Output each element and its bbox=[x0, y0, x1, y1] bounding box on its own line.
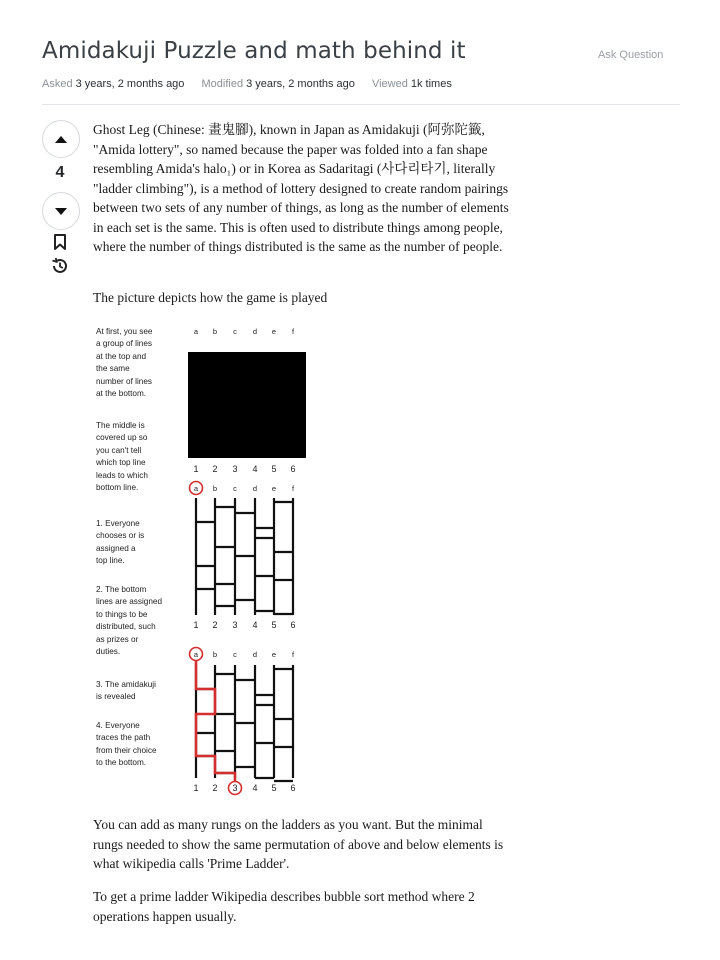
figure-note: At first, you see a group of lines at the top and the same number of lines at the bottom. bbox=[96, 327, 153, 399]
modified-label: Modified bbox=[201, 78, 244, 90]
history-icon[interactable] bbox=[50, 256, 70, 276]
viewed-value: 1k times bbox=[410, 78, 452, 90]
figure-note: 4. Everyone traces the path from their choice to the bottom. bbox=[96, 721, 157, 768]
bottom-label: 5 bbox=[271, 464, 277, 474]
bottom-label: 1 bbox=[193, 783, 199, 793]
vote-count: 4 bbox=[55, 164, 65, 181]
bottom-label: 1 bbox=[193, 620, 199, 630]
bottom-label: 6 bbox=[290, 464, 296, 474]
amidakuji-figure bbox=[96, 322, 326, 797]
top-label: b bbox=[212, 327, 218, 336]
bottom-label: 4 bbox=[252, 783, 258, 793]
upvote-icon bbox=[54, 135, 68, 144]
top-label: e bbox=[271, 327, 277, 336]
traced-panel bbox=[190, 648, 296, 795]
top-label: e bbox=[271, 650, 277, 659]
question-paragraph: To get a prime ladder Wikipedia describes bubble sort method where 2 operations happen usually. bbox=[93, 889, 475, 924]
top-label: d bbox=[252, 650, 258, 659]
top-label: a bbox=[193, 650, 199, 659]
bottom-label: 3 bbox=[232, 464, 238, 474]
bottom-label: 3 bbox=[232, 783, 238, 793]
downvote-icon bbox=[54, 207, 68, 216]
top-label: d bbox=[252, 327, 258, 336]
covered-middle bbox=[188, 352, 306, 458]
bottom-label: 3 bbox=[232, 620, 238, 630]
question-meta bbox=[42, 78, 466, 90]
viewed-label: Viewed bbox=[371, 78, 408, 90]
top-label: d bbox=[252, 484, 258, 493]
top-label: c bbox=[233, 327, 237, 336]
top-label: a bbox=[193, 327, 199, 336]
bottom-label: 6 bbox=[290, 783, 296, 793]
figure-note: 1. Everyone chooses or is assigned a top line. bbox=[96, 519, 145, 566]
question-title[interactable]: Amidakuji Puzzle and math behind it bbox=[42, 38, 466, 64]
figure-note: 2. The bottom lines are assigned to things to be distributed, such as prizes or duties. bbox=[96, 585, 162, 657]
upvote-button[interactable] bbox=[42, 120, 80, 158]
figure-note: The middle is covered up so you can't tell which top line leads to which bottom line. bbox=[96, 421, 148, 493]
top-label: a bbox=[193, 484, 199, 493]
bottom-label: 2 bbox=[212, 783, 218, 793]
covered-panel bbox=[188, 327, 306, 474]
bottom-label: 1 bbox=[193, 464, 199, 474]
top-label: b bbox=[212, 484, 218, 493]
question-paragraph: The picture depicts how the game is played bbox=[93, 290, 328, 305]
header-divider bbox=[42, 104, 680, 105]
bottom-label: 4 bbox=[252, 464, 258, 474]
bottom-label: 6 bbox=[290, 620, 296, 630]
revealed-panel bbox=[190, 482, 296, 631]
top-label: e bbox=[271, 484, 277, 493]
bottom-label: 5 bbox=[271, 783, 277, 793]
question-paragraph: Ghost Leg (Chinese: 畫鬼腳), known in Japan as Amidakuji (阿弥陀籤, "Amida lottery", so named because the paper was folded into a fan shape resembling Amida's halo₁) or in Korea as Sadaritagi (사다리타기, literally "ladder climbing"), is a method of lottery designed to create random pairings between two sets of any number of things, as long as the number of elements in each set is the same. This is often used to distribute things among people, where the number of things distributed is the same as the number of people. bbox=[93, 122, 509, 254]
top-label: f bbox=[291, 650, 295, 659]
bottom-label: 5 bbox=[271, 620, 277, 630]
ask-question-button[interactable]: Ask Question bbox=[598, 49, 664, 61]
modified-value[interactable]: 3 years, 2 months ago bbox=[246, 78, 355, 90]
top-label: c bbox=[233, 484, 237, 493]
top-label: f bbox=[291, 327, 295, 336]
top-label: b bbox=[212, 650, 218, 659]
asked-label: Asked bbox=[42, 78, 73, 90]
bottom-label: 4 bbox=[252, 620, 258, 630]
top-label: c bbox=[233, 650, 237, 659]
figure-note: 3. The amidakuji is revealed bbox=[96, 680, 156, 702]
asked-value: 3 years, 2 months ago bbox=[75, 78, 185, 90]
bottom-label: 2 bbox=[212, 464, 218, 474]
question-paragraph: You can add as many rungs on the ladders as you want. But the minimal rungs needed to show the same permutation of above and below elements is what wikipedia calls 'Prime Ladder'. bbox=[93, 817, 504, 871]
amidakuji-diagram bbox=[96, 322, 326, 797]
top-label: f bbox=[291, 484, 295, 493]
bookmark-icon[interactable] bbox=[50, 232, 70, 252]
downvote-button[interactable] bbox=[42, 192, 80, 230]
bottom-label: 2 bbox=[212, 620, 218, 630]
